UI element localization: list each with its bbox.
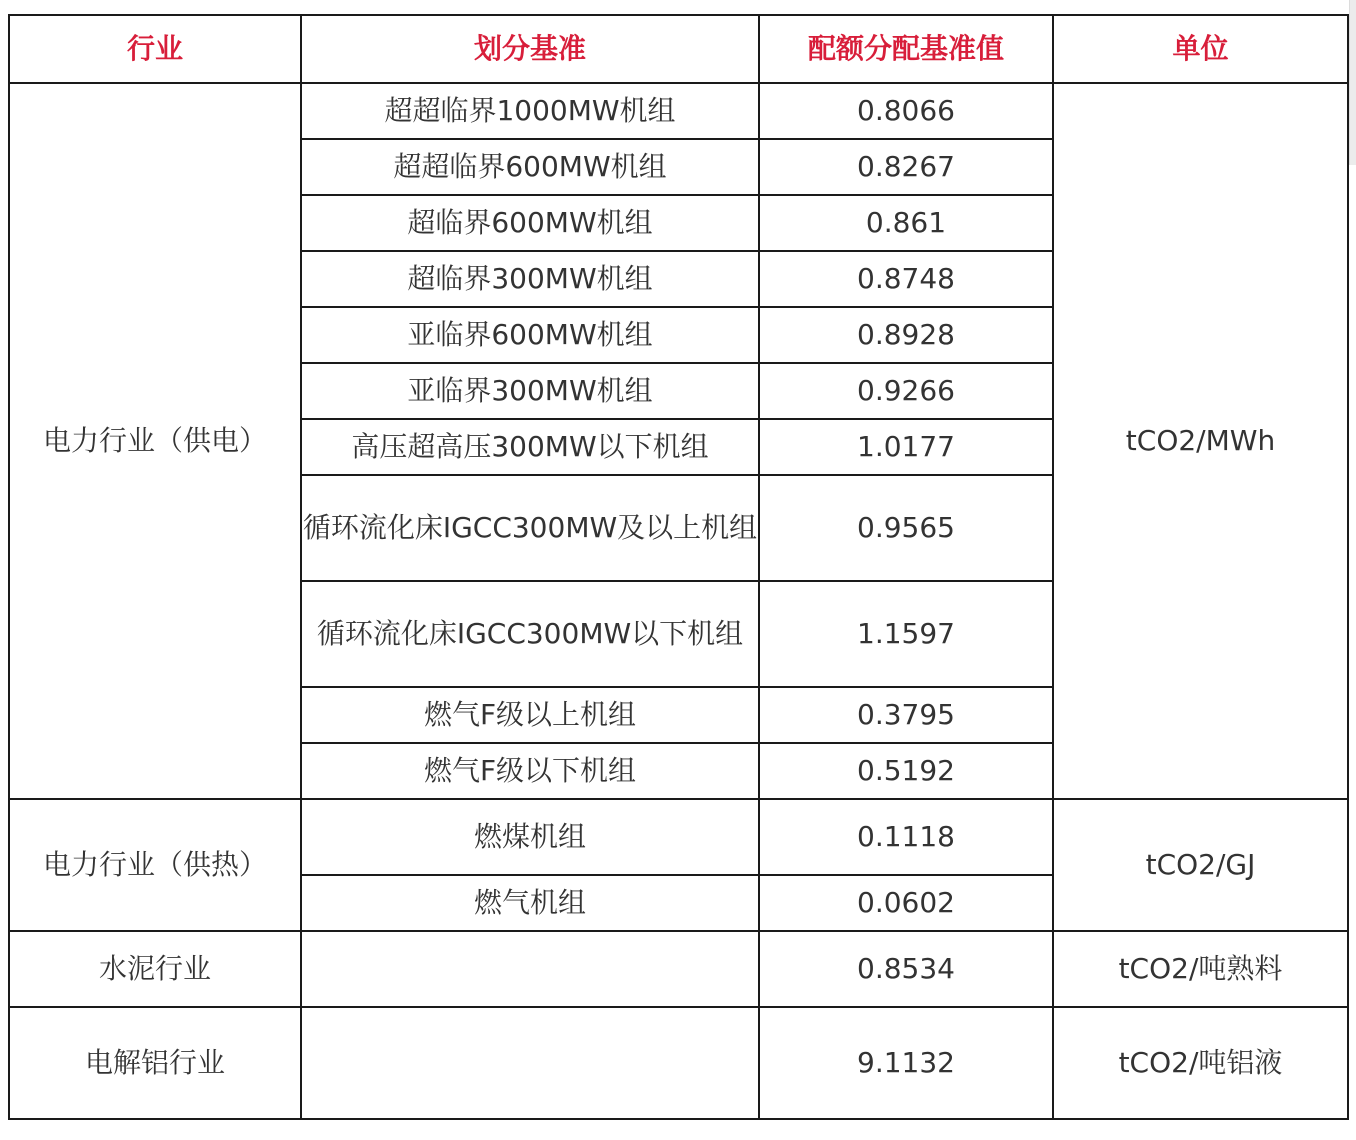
criteria-cell: 超临界600MW机组 [301, 195, 759, 251]
industry-cell: 电力行业（供电） [9, 83, 301, 799]
criteria-cell: 亚临界600MW机组 [301, 307, 759, 363]
header-unit: 单位 [1053, 15, 1348, 83]
criteria-cell: 超超临界600MW机组 [301, 139, 759, 195]
table-row [9, 1007, 1348, 1119]
value-cell: 0.9266 [759, 363, 1053, 419]
criteria-cell: 超临界300MW机组 [301, 251, 759, 307]
value-cell: 0.3795 [759, 687, 1053, 743]
header-row [9, 15, 1348, 83]
header-industry: 行业 [9, 15, 301, 83]
value-cell: 0.8534 [759, 931, 1053, 1007]
unit-cell: tCO2/吨铝液 [1053, 1007, 1348, 1119]
criteria-cell: 燃气机组 [301, 875, 759, 931]
value-cell: 0.8267 [759, 139, 1053, 195]
vertical-scrollbar[interactable] [1349, 0, 1356, 165]
unit-cell: tCO2/吨熟料 [1053, 931, 1348, 1007]
value-cell: 1.1597 [759, 581, 1053, 687]
criteria-cell [301, 931, 759, 1007]
value-cell: 0.8066 [759, 83, 1053, 139]
value-cell: 0.1118 [759, 799, 1053, 875]
value-cell: 0.0602 [759, 875, 1053, 931]
industry-cell: 水泥行业 [9, 931, 301, 1007]
value-cell: 0.5192 [759, 743, 1053, 799]
criteria-cell: 燃气F级以下机组 [301, 743, 759, 799]
header-benchmark: 配额分配基准值 [759, 15, 1053, 83]
value-cell: 0.861 [759, 195, 1053, 251]
criteria-cell: 超超临界1000MW机组 [301, 83, 759, 139]
unit-cell: tCO2/GJ [1053, 799, 1348, 931]
table-row [9, 931, 1348, 1007]
criteria-cell: 燃煤机组 [301, 799, 759, 875]
quota-benchmark-table [8, 14, 1349, 1120]
criteria-cell: 循环流化床IGCC300MW以下机组 [301, 581, 759, 687]
industry-cell: 电力行业（供热） [9, 799, 301, 931]
table-row [9, 83, 1348, 139]
unit-cell: tCO2/MWh [1053, 83, 1348, 799]
header-criteria: 划分基准 [301, 15, 759, 83]
table-row [9, 799, 1348, 875]
value-cell: 1.0177 [759, 419, 1053, 475]
criteria-cell: 燃气F级以上机组 [301, 687, 759, 743]
criteria-cell: 循环流化床IGCC300MW及以上机组 [301, 475, 759, 581]
value-cell: 0.8928 [759, 307, 1053, 363]
criteria-cell: 高压超高压300MW以下机组 [301, 419, 759, 475]
value-cell: 0.8748 [759, 251, 1053, 307]
criteria-cell [301, 1007, 759, 1119]
value-cell: 9.1132 [759, 1007, 1053, 1119]
criteria-cell: 亚临界300MW机组 [301, 363, 759, 419]
value-cell: 0.9565 [759, 475, 1053, 581]
industry-cell: 电解铝行业 [9, 1007, 301, 1119]
